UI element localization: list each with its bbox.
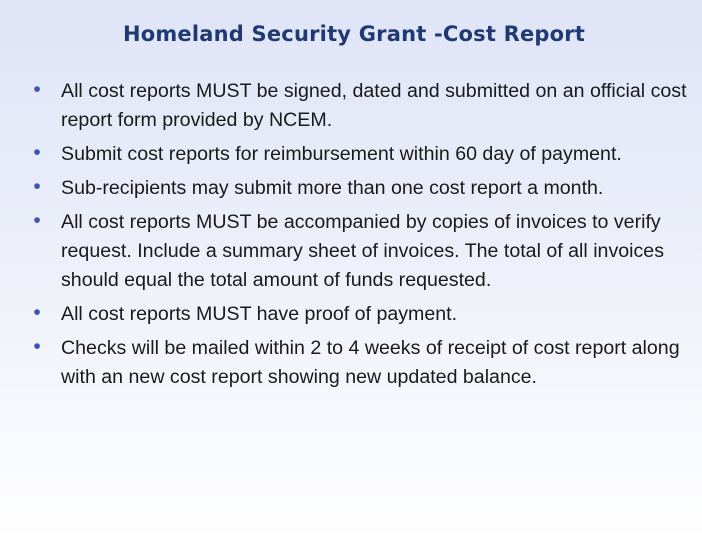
bullet-dot-icon: • [33, 301, 41, 324]
bullet-item [30, 174, 692, 203]
bullet-dot-icon: • [33, 78, 41, 101]
bullet-text: Submit cost reports for reimbursement within 60 day of payment. [61, 143, 622, 165]
bullet-text: All cost reports MUST be accompanied by copies of invoices to verify request. Include a summary sheet of invoices. The total of all invoices should equal the total amount of funds requested. [61, 211, 664, 291]
bullet-dot-icon: • [33, 141, 41, 164]
bullet-text: All cost reports MUST be signed, dated and submitted on an official cost report form provided by NCEM. [61, 80, 687, 131]
bullet-item [30, 300, 692, 329]
bullet-item [30, 334, 692, 392]
bullet-item [30, 77, 692, 135]
bullet-dot-icon: • [33, 209, 41, 232]
bullet-text: Checks will be mailed within 2 to 4 weeks of receipt of cost report along with an new cost report showing new updated balance. [61, 337, 680, 388]
bullet-text: Sub-recipients may submit more than one cost report a month. [61, 177, 604, 199]
bullet-dot-icon: • [33, 335, 41, 358]
bullet-dot-icon: • [33, 175, 41, 198]
bullet-item [30, 208, 692, 295]
bullet-list [30, 77, 692, 397]
bullet-item [30, 140, 692, 169]
slide-title: Homeland Security Grant -Cost Report [122, 22, 586, 46]
bullet-text: All cost reports MUST have proof of payment. [61, 303, 458, 325]
